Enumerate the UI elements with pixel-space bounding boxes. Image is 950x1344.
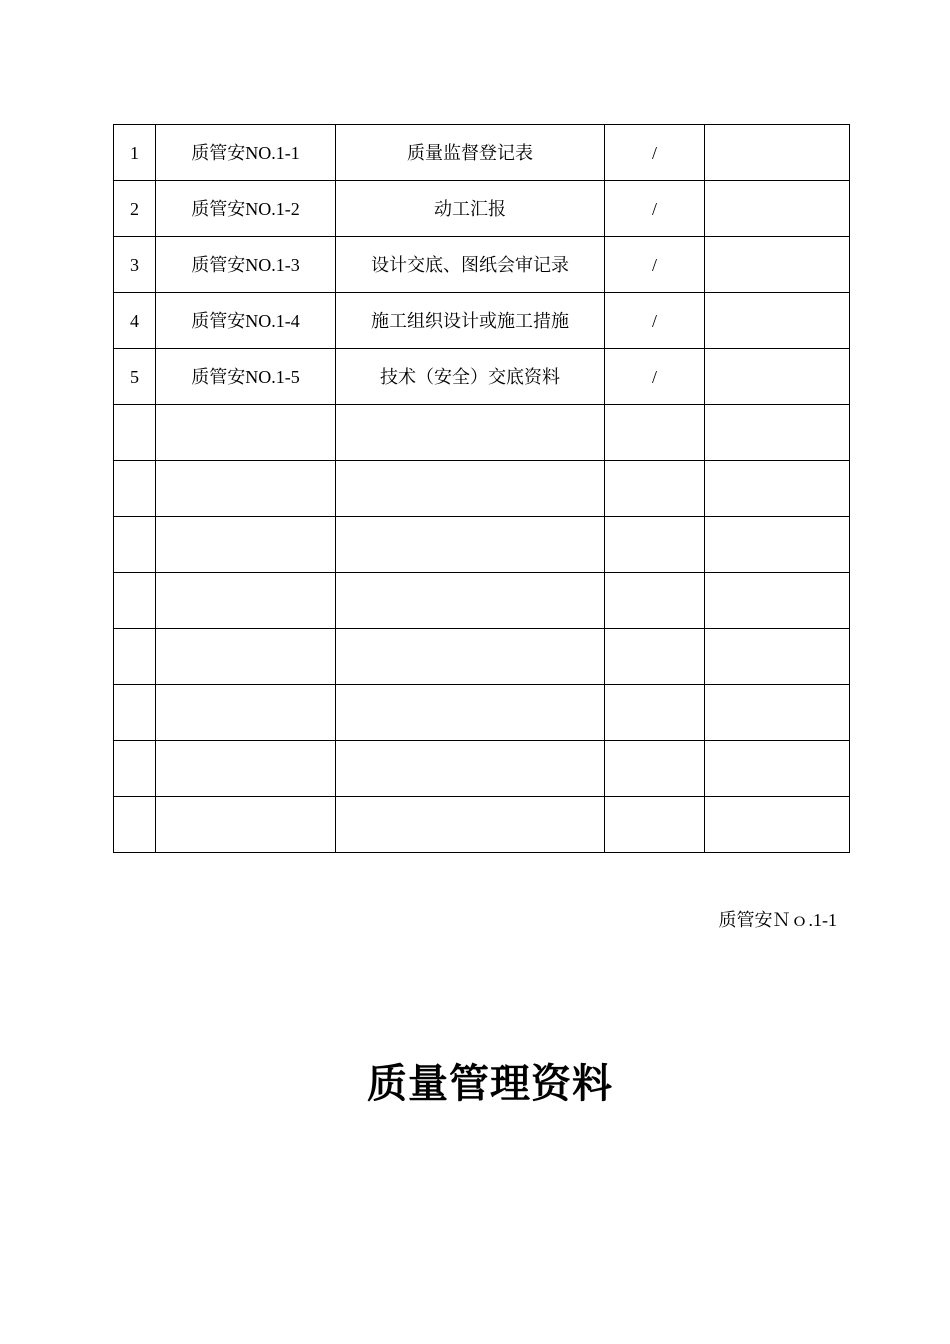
form-code-cell [156,573,336,629]
form-code-cell: 质管安NO.1-3 [156,237,336,293]
row-number-cell [114,741,156,797]
form-code-cell [156,517,336,573]
remark-cell [705,741,850,797]
document-name-cell: 动工汇报 [336,181,605,237]
row-number-cell [114,461,156,517]
row-number-cell [114,797,156,853]
remark-cell [705,797,850,853]
table-row [114,405,850,461]
table-row [114,741,850,797]
row-number-cell [114,685,156,741]
row-number-cell: 3 [114,237,156,293]
table-row [114,349,850,405]
row-number-cell: 5 [114,349,156,405]
table-row [114,573,850,629]
form-code-cell [156,461,336,517]
form-code-cell: 质管安NO.1-1 [156,125,336,181]
page-count-cell: / [605,125,705,181]
page-count-cell: / [605,181,705,237]
remark-cell [705,629,850,685]
form-code-cell [156,797,336,853]
remark-cell [705,517,850,573]
table-row [114,237,850,293]
document-name-cell: 质量监督登记表 [336,125,605,181]
form-code-cell [156,405,336,461]
document-name-cell [336,629,605,685]
document-name-cell [336,797,605,853]
document-title: 质量管理资料 [367,1061,613,1107]
form-code-cell: 质管安NO.1-2 [156,181,336,237]
page-count-cell [605,405,705,461]
remark-cell [705,349,850,405]
document-name-cell: 技术（安全）交底资料 [336,349,605,405]
row-number-cell [114,517,156,573]
document-name-cell: 施工组织设计或施工措施 [336,293,605,349]
document-name-cell: 设计交底、图纸会审记录 [336,237,605,293]
remark-cell [705,125,850,181]
page-count-cell [605,573,705,629]
table-row [114,293,850,349]
form-code-cell: 质管安NO.1-4 [156,293,336,349]
row-number-cell: 2 [114,181,156,237]
remark-cell [705,237,850,293]
row-number-cell [114,573,156,629]
page-count-cell [605,517,705,573]
form-code-cell [156,685,336,741]
page-count-cell: / [605,237,705,293]
row-number-cell: 1 [114,125,156,181]
document-name-cell [336,405,605,461]
page-count-cell: / [605,349,705,405]
page-count-cell [605,629,705,685]
remark-cell [705,405,850,461]
row-number-cell [114,405,156,461]
remark-cell [705,573,850,629]
table-row [114,797,850,853]
document-name-cell [336,517,605,573]
document-name-cell [336,741,605,797]
page-count-cell: / [605,293,705,349]
row-number-cell [114,629,156,685]
document-name-cell [336,685,605,741]
page-count-cell [605,797,705,853]
document-name-cell [336,573,605,629]
row-number-cell: 4 [114,293,156,349]
page-count-cell [605,461,705,517]
page-count-cell [605,741,705,797]
table-row [114,685,850,741]
form-code-cell: 质管安NO.1-5 [156,349,336,405]
table-row [114,125,850,181]
table-body [114,125,850,853]
document-index-table [113,124,850,853]
remark-cell [705,461,850,517]
page-count-cell [605,685,705,741]
form-code-cell [156,741,336,797]
remark-cell [705,181,850,237]
form-code-label: 质管安Ｎｏ.1-1 [718,910,837,930]
document-name-cell [336,461,605,517]
table-row [114,461,850,517]
table-row [114,629,850,685]
table-row [114,181,850,237]
table-row [114,517,850,573]
form-code-cell [156,629,336,685]
remark-cell [705,293,850,349]
remark-cell [705,685,850,741]
